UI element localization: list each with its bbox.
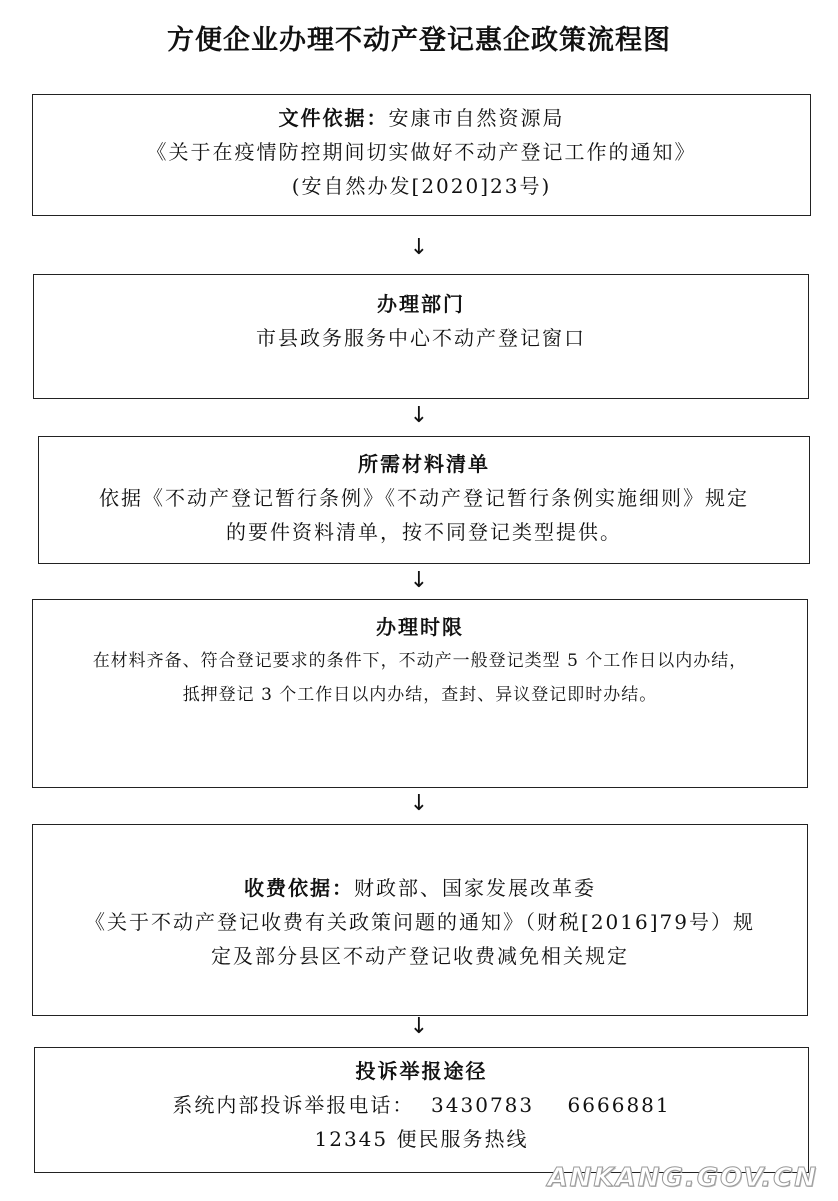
step-heading-detail: 财政部、国家发展改革委: [354, 876, 596, 900]
step-heading: 投诉举报途径: [355, 1059, 488, 1083]
step-text-line: 抵押登记 3 个工作日以内办结，查封、异议登记即时办结。: [182, 685, 658, 705]
step-text-line: 12345 便民服务热线: [314, 1127, 529, 1151]
step-text-line: 《关于不动产登记收费有关政策问题的通知》（财税[2016]79号）规: [85, 910, 755, 934]
step-box-complaint-channels: [34, 1047, 809, 1173]
step-heading: 所需材料清单: [358, 452, 490, 476]
step-text-line: 系统内部投诉举报电话： 3430783 6666881: [172, 1093, 671, 1117]
step-heading: 办理时限: [376, 615, 464, 639]
step-heading: 文件依据：: [278, 106, 389, 130]
step-text-line: 《关于在疫情防控期间切实做好不动产登记工作的通知》: [146, 140, 697, 164]
step-text-line: 定及部分县区不动产登记收费减免相关规定: [211, 944, 629, 968]
step-heading: 收费依据：: [244, 876, 354, 900]
step-heading: 办理部门: [377, 292, 465, 316]
flow-arrow-2: ↓: [409, 403, 429, 428]
step-box-materials: [38, 436, 810, 564]
step-box-document-basis: [32, 94, 811, 216]
flow-arrow-4: ↓: [409, 791, 429, 816]
step-heading-detail: 安康市自然资源局: [388, 106, 565, 130]
step-text-line: 在材料齐备、符合登记要求的条件下，不动产一般登记类型 5 个工作日以内办结，: [92, 651, 748, 671]
step-box-department: [33, 274, 809, 399]
step-box-time-limit: [32, 599, 808, 788]
flow-arrow-5: ↓: [409, 1014, 429, 1039]
site-watermark: ANKANG.GOV.CN: [547, 1163, 818, 1193]
step-text-line: 的要件资料清单，按不同登记类型提供。: [226, 520, 622, 544]
step-text-line: 市县政务服务中心不动产登记窗口: [256, 326, 586, 350]
step-text-line: (安自然办发[2020]23号): [291, 174, 552, 198]
step-text-line: 依据《不动产登记暂行条例》《不动产登记暂行条例实施细则》规定: [99, 486, 749, 510]
step-heading-line: [33, 101, 810, 135]
flow-arrow-1: ↓: [409, 235, 429, 260]
step-heading-line: [33, 871, 807, 905]
page-title: 方便企业办理不动产登记惠企政策流程图: [167, 25, 671, 56]
flow-arrow-3: ↓: [409, 568, 429, 593]
step-box-fee-basis: [32, 824, 808, 1016]
